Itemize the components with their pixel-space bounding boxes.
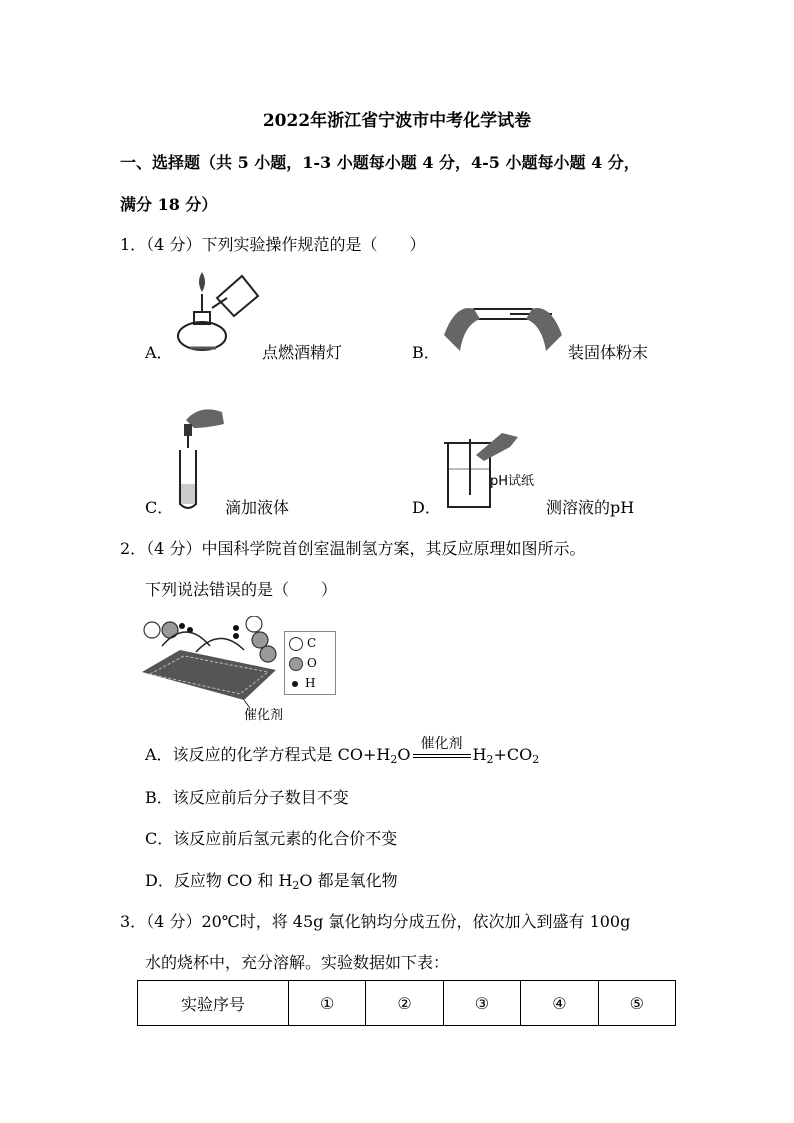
table-header-cell: ② bbox=[366, 981, 443, 1026]
atom-legend bbox=[284, 631, 336, 695]
oxygen-atom-icon bbox=[289, 657, 303, 671]
legend-hydrogen-label: H bbox=[305, 676, 316, 690]
q2-option-a-prefix: A．该反应的化学方程式是 CO+H bbox=[145, 745, 391, 764]
catalyst-label: 催化剂 bbox=[244, 708, 284, 723]
q2-option-c: C．该反应前后氢元素的化合价不变 bbox=[145, 829, 398, 848]
q1-option-b-text: 装固体粉末 bbox=[568, 343, 649, 362]
hydrogen-atom-icon bbox=[292, 681, 298, 687]
section-header-line1: 一、选择题（共 5 小题，1-3 小题每小题 4 分，4-5 小题每小题 4 分， bbox=[120, 153, 640, 172]
table-header-cell: ③ bbox=[443, 981, 520, 1026]
subscript: 2 bbox=[390, 753, 398, 766]
q2-option-a-mid: O bbox=[397, 745, 411, 764]
table-header-cell: 实验序号 bbox=[138, 981, 289, 1026]
question-3-stem-line2: 水的烧杯中，充分溶解。实验数据如下表： bbox=[145, 953, 450, 972]
question-3-stem-line1: 3．（4 分）20℃时，将 45g 氯化钠均分成五份，依次加入到盛有 100g bbox=[120, 912, 631, 931]
subscript: 2 bbox=[486, 753, 494, 766]
legend-carbon-label: C bbox=[307, 636, 317, 650]
q2-option-a-h: H bbox=[472, 745, 487, 764]
q1-option-d-text: 测溶液的pH bbox=[546, 498, 635, 517]
reaction-arrow bbox=[411, 735, 473, 765]
q2-option-a bbox=[145, 735, 540, 766]
q1-option-a-text: 点燃酒精灯 bbox=[262, 343, 343, 362]
dropper-test-tube-image bbox=[172, 400, 228, 510]
section-header-line2: 满分 18 分） bbox=[120, 195, 218, 214]
table-header-row bbox=[138, 981, 676, 1026]
ph-paper-label: pH试纸 bbox=[490, 474, 535, 489]
subscript: 2 bbox=[532, 753, 540, 766]
q1-option-a-letter: A． bbox=[145, 343, 173, 362]
q2-option-d bbox=[145, 868, 398, 892]
q2-option-d-prefix: D．反应物 CO 和 H bbox=[145, 871, 293, 890]
table-header-cell: ⑤ bbox=[598, 981, 675, 1026]
q2-option-d-suffix: O 都是氧化物 bbox=[299, 871, 398, 890]
q1-option-d-letter: D． bbox=[412, 498, 441, 517]
legend-oxygen-label: O bbox=[307, 656, 317, 670]
legend-carbon bbox=[289, 636, 316, 651]
legend-oxygen bbox=[289, 656, 317, 671]
question-2-stem-line1: 2．（4 分）中国科学院首创室温制氢方案，其反应原理如图所示。 bbox=[120, 539, 586, 558]
q1-option-c-text: 滴加液体 bbox=[225, 498, 290, 517]
legend-hydrogen bbox=[289, 676, 315, 690]
q1-option-c-letter: C． bbox=[145, 498, 174, 517]
table-header-cell: ④ bbox=[521, 981, 598, 1026]
question-2-stem-line2: 下列说法错误的是（ ） bbox=[145, 580, 338, 599]
catalyst-reaction-diagram bbox=[140, 616, 282, 710]
page-title: 2022年浙江省宁波市中考化学试卷 bbox=[262, 111, 532, 131]
reaction-condition: 催化剂 bbox=[420, 735, 463, 752]
q2-option-a-end: +CO bbox=[493, 745, 533, 764]
question-1-stem: 1．（4 分）下列实验操作规范的是（ ） bbox=[120, 235, 426, 254]
experiment-data-table bbox=[137, 980, 676, 1026]
subscript: 2 bbox=[292, 879, 300, 892]
powder-loading-image bbox=[440, 295, 566, 355]
q1-option-b-letter: B． bbox=[412, 343, 440, 362]
table-header-cell: ① bbox=[289, 981, 366, 1026]
carbon-atom-icon bbox=[289, 637, 303, 651]
q2-option-b: B．该反应前后分子数目不变 bbox=[145, 788, 349, 807]
alcohol-lamp-image bbox=[172, 268, 262, 358]
